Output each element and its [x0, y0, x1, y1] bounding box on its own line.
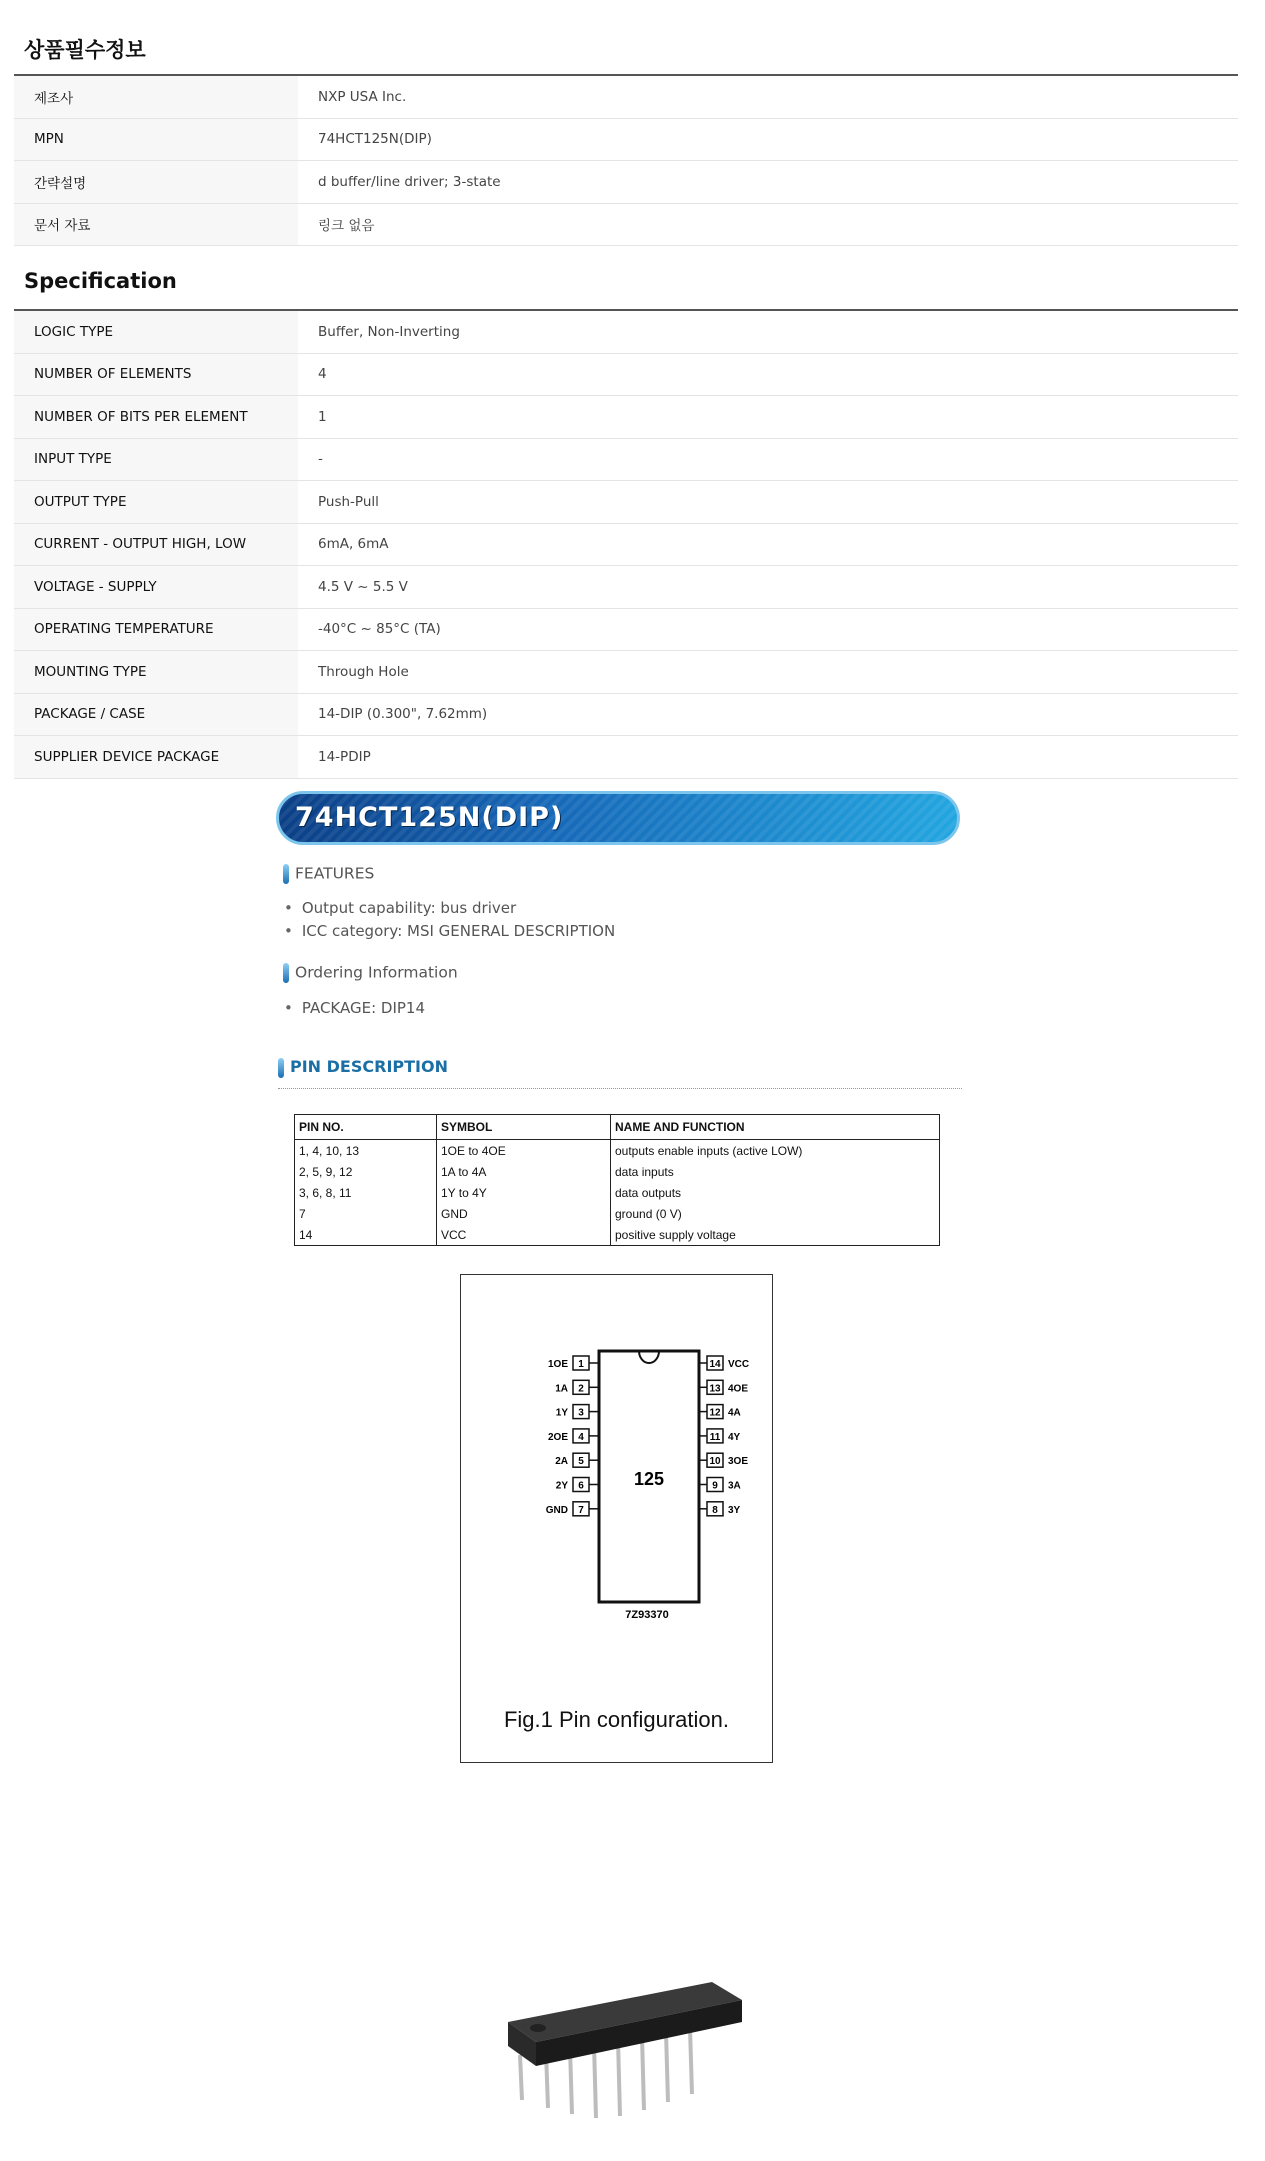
table-row: [14, 481, 1238, 524]
pin-name: 3Y: [728, 1504, 741, 1516]
table-row: [14, 161, 1238, 204]
chip-label: 125: [633, 1469, 665, 1489]
dotted-divider: [278, 1088, 962, 1089]
table-cell: 1A to 4A: [437, 1161, 611, 1182]
table-cell: outputs enable inputs (active LOW): [615, 1143, 803, 1158]
table-row: [14, 651, 1238, 694]
row-label: CURRENT - OUTPUT HIGH, LOW: [14, 523, 298, 566]
row-label: LOGIC TYPE: [14, 310, 298, 353]
table-cell: 1OE to 4OE: [437, 1140, 611, 1162]
row-label: VOLTAGE - SUPPLY: [14, 566, 298, 609]
pin-name: 1Y: [555, 1407, 568, 1419]
pill-icon: [283, 963, 289, 983]
pin-name: 3A: [728, 1480, 741, 1492]
table-row: [14, 353, 1238, 396]
table-row: [14, 310, 1238, 353]
product-banner: [276, 791, 960, 845]
row-label: PACKAGE / CASE: [14, 693, 298, 736]
table-row: [14, 523, 1238, 566]
row-value: NXP USA Inc.: [298, 75, 1238, 118]
row-value: 링크 없음: [298, 203, 1238, 246]
pin-number: 6: [578, 1480, 584, 1492]
pin-number: 7: [578, 1504, 584, 1516]
table-cell: 7: [295, 1203, 437, 1224]
pin-name: 2Y: [555, 1480, 568, 1492]
ordering-heading: Ordering Information: [283, 963, 458, 983]
table-row: [14, 608, 1238, 651]
table-cell: ground (0 V): [615, 1206, 682, 1221]
table-row: [14, 396, 1238, 439]
row-value: 14-DIP (0.300", 7.62mm): [298, 693, 1238, 736]
specification-table: [14, 309, 1238, 779]
row-value: 1: [298, 396, 1238, 439]
row-label: 문서 자료: [14, 203, 298, 246]
pin-name: GND: [545, 1504, 568, 1516]
list-item: • PACKAGE: DIP14: [284, 997, 425, 1020]
pin-name: VCC: [728, 1359, 750, 1370]
row-label: 제조사: [14, 75, 298, 118]
pin-description-table: [294, 1114, 940, 1246]
table-row: [295, 1203, 940, 1224]
pin-number: 2: [578, 1383, 584, 1395]
table-row: [14, 203, 1238, 246]
product-info-table: [14, 74, 1238, 246]
table-cell: GND: [437, 1203, 611, 1224]
table-row: [14, 75, 1238, 118]
pin-name: 1A: [555, 1383, 568, 1395]
row-label: MPN: [14, 118, 298, 161]
row-label: OUTPUT TYPE: [14, 481, 298, 524]
table-header: PIN NO.: [295, 1115, 437, 1140]
row-value: 4.5 V ~ 5.5 V: [298, 566, 1238, 609]
row-label: OPERATING TEMPERATURE: [14, 608, 298, 651]
row-value: Buffer, Non-Inverting: [298, 310, 1238, 353]
table-cell: positive supply voltage: [615, 1227, 736, 1242]
pin-number: 10: [709, 1456, 721, 1468]
pin-number: 8: [712, 1504, 718, 1516]
row-label: 간략설명: [14, 161, 298, 204]
product-info-title: 상품필수정보: [24, 38, 146, 62]
pin-number: 5: [578, 1456, 584, 1468]
chip-code: 7Z93370: [625, 1609, 669, 1621]
row-label: NUMBER OF BITS PER ELEMENT: [14, 396, 298, 439]
pin-name: 4A: [728, 1407, 741, 1419]
table-row: [295, 1224, 940, 1246]
row-value: Through Hole: [298, 651, 1238, 694]
pin-number: 4: [578, 1431, 584, 1443]
row-value: 74HCT125N(DIP): [298, 118, 1238, 161]
table-cell: 14: [295, 1224, 437, 1246]
pin-configuration-figure: [460, 1274, 773, 1763]
table-row: [295, 1182, 940, 1203]
row-label: NUMBER OF ELEMENTS: [14, 353, 298, 396]
table-row: [14, 438, 1238, 481]
pin-name: 3OE: [728, 1456, 749, 1468]
row-value: 14-PDIP: [298, 736, 1238, 779]
table-header: NAME AND FUNCTION: [611, 1115, 940, 1140]
specification-title: Specification: [24, 269, 177, 293]
table-row: [14, 566, 1238, 609]
pin-name: 1OE: [547, 1359, 568, 1370]
table-cell: data inputs: [615, 1164, 674, 1179]
pin-name: 4Y: [728, 1431, 741, 1443]
features-heading: FEATURES: [283, 864, 374, 884]
row-value: -40°C ~ 85°C (TA): [298, 608, 1238, 651]
list-item: • ICC category: MSI GENERAL DESCRIPTION: [284, 920, 615, 943]
pin-diagram: [461, 1275, 771, 1695]
table-cell: 1, 4, 10, 13: [295, 1140, 437, 1162]
table-cell: 1Y to 4Y: [437, 1182, 611, 1203]
pin-number: 3: [578, 1407, 584, 1419]
pin-name: 4OE: [728, 1383, 749, 1395]
table-row: [295, 1161, 940, 1182]
table-row: [14, 736, 1238, 779]
row-label: SUPPLIER DEVICE PACKAGE: [14, 736, 298, 779]
row-label: INPUT TYPE: [14, 438, 298, 481]
pin-description-heading: PIN DESCRIPTION: [278, 1057, 448, 1078]
pin-name: 2OE: [547, 1431, 568, 1443]
table-row: [14, 118, 1238, 161]
pill-icon: [283, 864, 289, 884]
list-item: • Output capability: bus driver: [284, 897, 615, 920]
banner-title: 74HCT125N(DIP): [295, 802, 564, 833]
pin-number: 12: [709, 1407, 721, 1419]
table-cell: 2, 5, 9, 12: [295, 1161, 437, 1182]
pill-icon: [278, 1058, 284, 1078]
chip-dot: [530, 2024, 546, 2032]
row-label: MOUNTING TYPE: [14, 651, 298, 694]
row-value: -: [298, 438, 1238, 481]
table-row: [295, 1140, 940, 1162]
table-cell: 3, 6, 8, 11: [295, 1182, 437, 1203]
ordering-list: [284, 997, 425, 1020]
pin-number: 1: [578, 1359, 584, 1370]
features-list: [284, 897, 615, 943]
table-row: [14, 693, 1238, 736]
table-cell: VCC: [437, 1224, 611, 1246]
pin-number: 11: [709, 1431, 721, 1443]
pin-number: 9: [712, 1480, 718, 1492]
row-value: d buffer/line driver; 3-state: [298, 161, 1238, 204]
pin-number: 13: [709, 1383, 721, 1395]
row-value: 4: [298, 353, 1238, 396]
table-header: SYMBOL: [437, 1115, 611, 1140]
chip-photo: [490, 1950, 750, 2150]
table-cell: data outputs: [615, 1185, 682, 1200]
row-value: 6mA, 6mA: [298, 523, 1238, 566]
row-value: Push-Pull: [298, 481, 1238, 524]
figure-caption: Fig.1 Pin configuration.: [503, 1707, 730, 1732]
pin-number: 14: [709, 1359, 721, 1370]
pin-name: 2A: [555, 1456, 568, 1468]
